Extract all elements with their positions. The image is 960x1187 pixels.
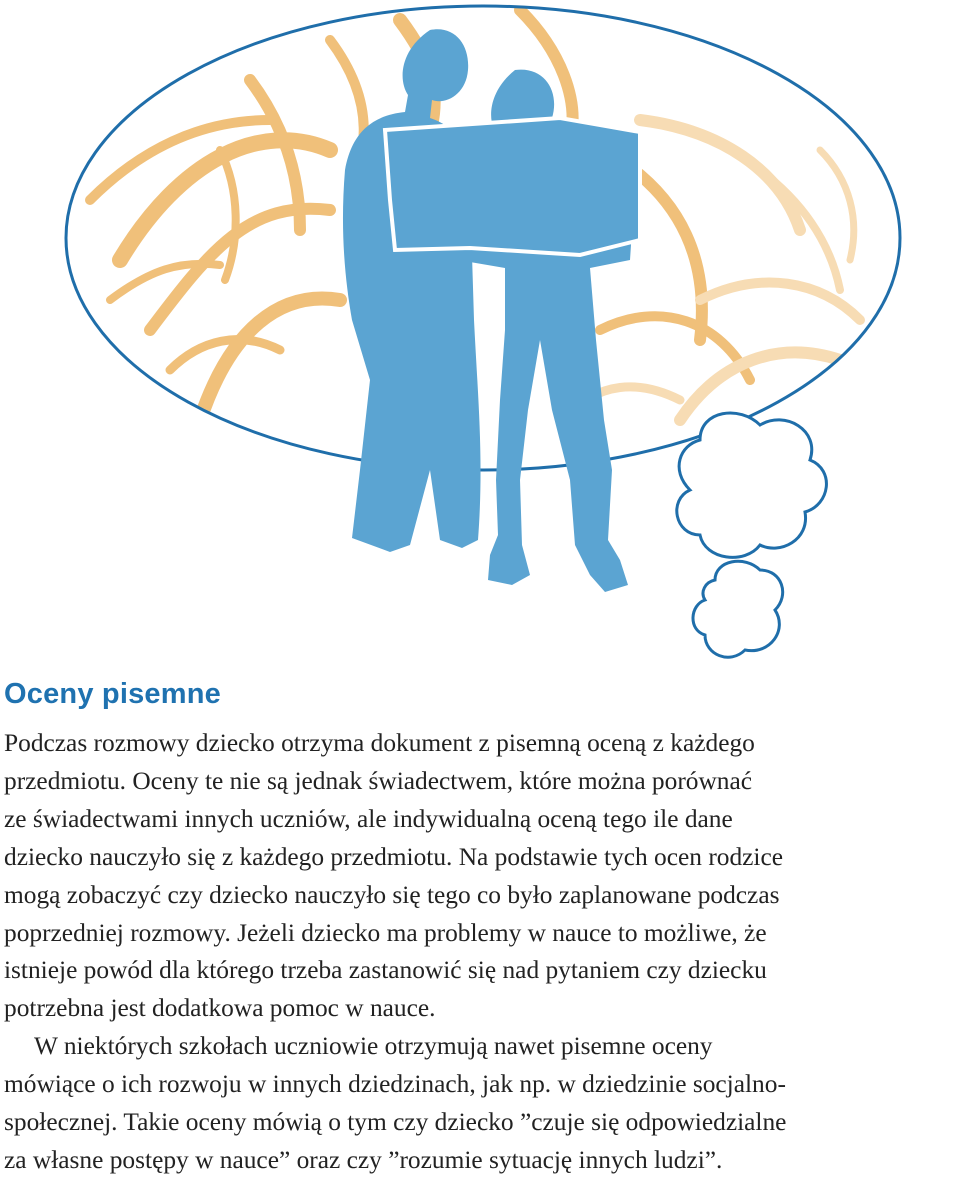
article-body [4,725,960,1180]
text-line: Podczas rozmowy dziecko otrzyma dokument z pisemną oceną z każdego [4,729,755,757]
text-line: mówiące o ich rozwoju w innych dziedzinach, jak np. w dziedzinie socjalno- [4,1070,786,1099]
thought-puffs [677,413,827,657]
text-line: ze świadectwami innych uczniów, ale indywidualną oceną tego ile dane [4,804,733,833]
text-line: mogą zobaczyć czy dziecko nauczyło się tego co było zaplanowane podczas [4,880,780,909]
text-line: W niektórych szkołach uczniowie otrzymują nawet pisemne oceny [34,1032,713,1061]
text-line: za własne postępy w nauce” oraz czy ”rozumie sytuację innych ludzi”. [4,1145,723,1174]
paragraph-2 [4,1028,960,1180]
text-line: społecznej. Takie oceny mówią o tym czy dziecko ”czuje się odpowiedzialne [4,1108,787,1137]
paragraph-1 [4,725,960,1028]
text-line: poprzedniej rozmowy. Jeżeli dziecko ma problemy w nauce to możliwe, że [4,918,767,947]
reading-couple-silhouette [343,29,640,592]
text-line: istnieje powód dla którego trzeba zastanowić się nad pytaniem czy dziecku [4,956,767,985]
text-line: przedmiotu. Oceny te nie są jednak świadectwem, które można porównać [4,766,753,795]
section-heading: Oceny pisemne [4,678,221,710]
text-line: dziecko nauczyło się z każdego przedmiotu. Na podstawie tych ocen rodzice [4,842,784,871]
text-line: potrzebna jest dodatkowa pomoc w nauce. [4,994,436,1023]
